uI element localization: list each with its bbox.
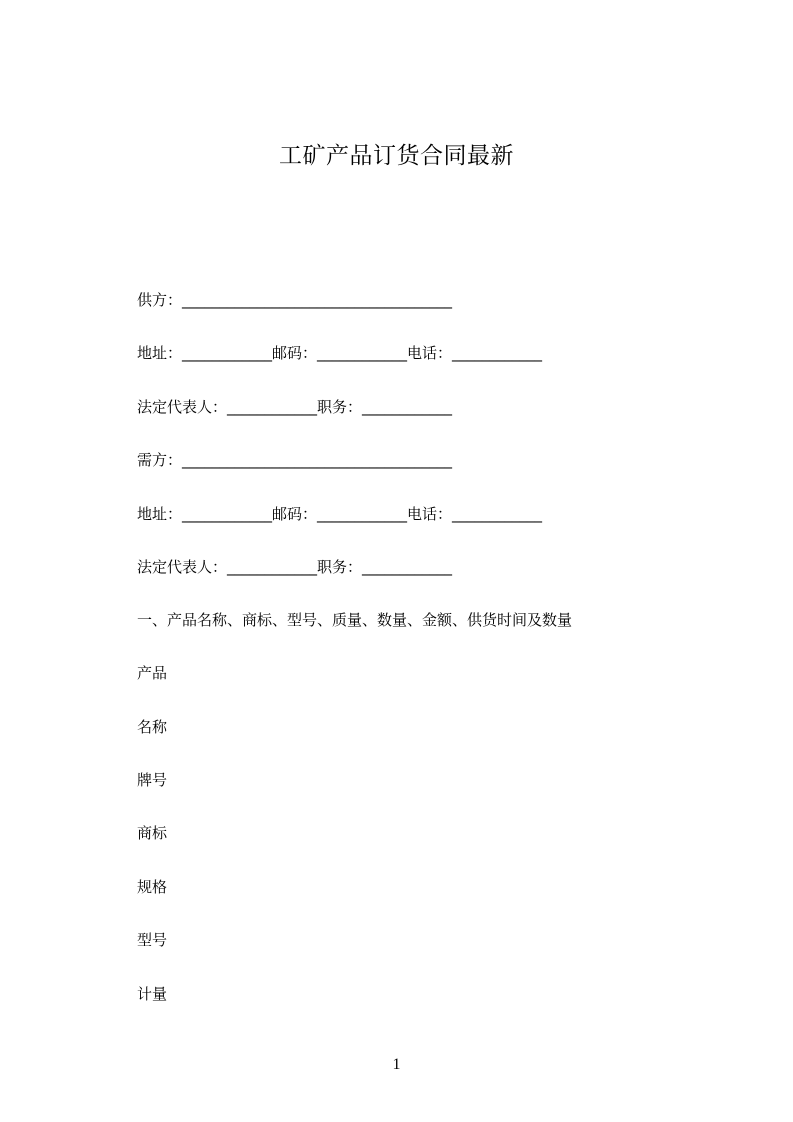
buyer-address-line: 地址：____________邮码：____________电话：____________ [137,505,543,523]
document-title: 工矿产品订货合同最新 [279,143,514,169]
table-label: 名称 [137,718,168,736]
table-label: 牌号 [137,771,168,789]
supplier-name-line: 供方：____________________________________ [137,291,453,309]
section-heading: 一、产品名称、商标、型号、质量、数量、金额、供货时间及数量 [137,611,573,629]
table-label: 计量 [137,985,168,1003]
table-label: 产品 [137,664,168,682]
supplier-address-line: 地址：____________邮码：____________电话：____________ [137,344,543,362]
supplier-representative-line: 法定代表人：____________职务：____________ [137,398,453,416]
table-label: 规格 [137,878,168,896]
buyer-representative-line: 法定代表人：____________职务：____________ [137,558,453,576]
table-label: 型号 [137,931,168,949]
table-label: 商标 [137,824,168,842]
buyer-name-line: 需方：____________________________________ [137,451,453,469]
page-number: 1 [392,1056,401,1073]
